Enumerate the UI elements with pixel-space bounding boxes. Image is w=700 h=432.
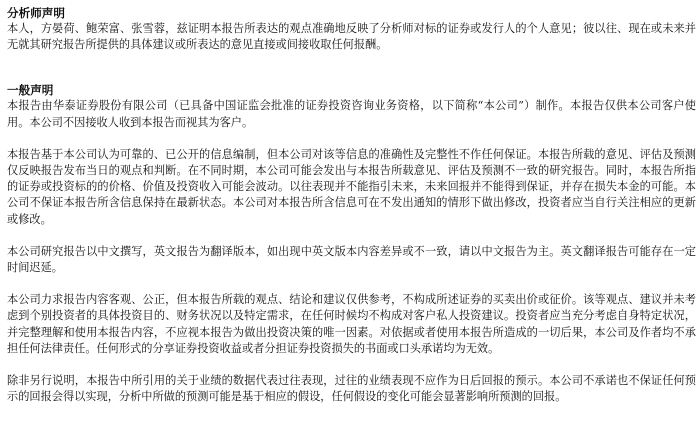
general-statement-section	[7, 82, 696, 405]
analyst-statement-body: 本人，方晏荷、鲍荣富、张雪蓉，兹证明本报告所表达的观点准确地反映了分析师对标的证券或发行人的个人意见；彼以往、现在或未来并无就其研究报告所提供的具体建议或所表达的意见直接或间接收取任何报酬。	[7, 22, 696, 52]
general-statement-paragraph-1: 本报告由华泰证券股份有限公司（已具备中国证监会批准的证券投资咨询业务资格，以下简称“本公司”）制作。本报告仅供本公司客户使用。本公司不因接收人收到本报告而视其为客户。	[7, 99, 696, 129]
general-statement-paragraph-2: 本报告基于本公司认为可靠的、已公开的信息编制，但本公司对该等信息的准确性及完整性不作任何保证。本报告所载的意见、评估及预测仅反映报告发布当日的观点和判断。在不同时期，本公司可能会发出与本报告所载意见、评估及预测不一致的研究报告。同时，本报告所指的证券或投资标的的价格、价值及投资收入可能会波动。以往表现并不能指引未来，未来回报并不能得到保证，并存在损失本金的可能。本公司不保证本报告所含信息保持在最新状态。本公司对本报告所含信息可在不发出通知的情形下做出修改，投资者应当自行关注相应的更新或修改。	[7, 147, 696, 226]
general-statement-paragraph-4: 本公司力求报告内容客观、公正，但本报告所载的观点、结论和建议仅供参考，不构成所述证券的买卖出价或征价。该等观点、建议并未考虑到个别投资者的具体投资目的、财务状况以及特定需求，在任何时候均不构成对客户私人投资建议。投资者应当充分考虑自身特定状况，并完整理解和使用本报告内容，不应视本报告为做出投资决策的唯一因素。对依据或者使用本报告所造成的一切后果，本公司及作者均不承担任何法律责任。任何形式的分享证券投资收益或者分担证券投资损失的书面或口头承诺均为无效。	[7, 293, 696, 355]
general-statement-paragraph-5: 除非另行说明，本报告中所引用的关于业绩的数据代表过往表现，过往的业绩表现不应作为日后回报的预示。本公司不承诺也不保证任何预示的回报会得以实现，分析中所做的预测可能是基于相应的假设，任何假设的变化可能会显著影响所预测的回报。	[7, 374, 696, 404]
general-statement-title: 一般声明	[7, 83, 54, 98]
analyst-statement-section	[7, 5, 696, 53]
general-statement-paragraph-3: 本公司研究报告以中文撰写，英文报告为翻译版本，如出现中英文版本内容差异或不一致，请以中文报告为主。英文翻译报告可能存在一定时间迟延。	[7, 244, 696, 275]
analyst-statement-title: 分析师声明	[7, 6, 65, 20]
section-spacer	[7, 53, 696, 82]
